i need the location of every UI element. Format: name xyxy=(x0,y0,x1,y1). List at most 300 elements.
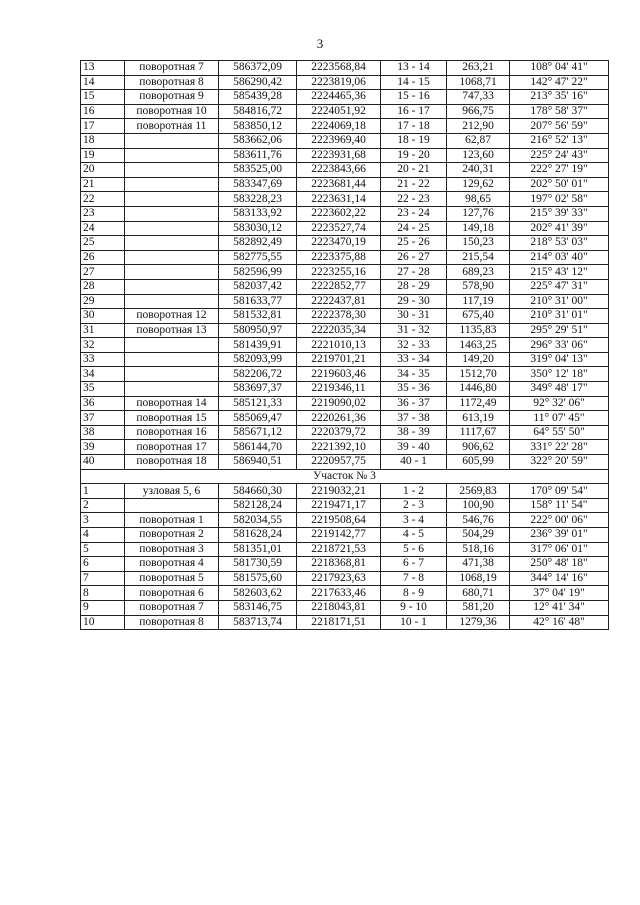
segment-length: 680,71 xyxy=(447,586,510,601)
coord-y: 2217633,46 xyxy=(297,586,381,601)
segment-length: 117,19 xyxy=(447,294,510,309)
segment-length: 149,18 xyxy=(447,221,510,236)
table-row xyxy=(81,571,609,586)
point-number: 36 xyxy=(81,396,125,411)
point-name: поворотная 14 xyxy=(125,396,219,411)
coord-x: 583347,69 xyxy=(219,177,297,192)
point-name xyxy=(125,206,219,221)
coord-y: 2223969,40 xyxy=(297,133,381,148)
table-row xyxy=(81,615,609,630)
segment-length: 747,33 xyxy=(447,90,510,105)
coord-x: 581532,81 xyxy=(219,309,297,324)
coord-y: 2223527,74 xyxy=(297,221,381,236)
coord-x: 584816,72 xyxy=(219,104,297,119)
page-number: 3 xyxy=(316,36,324,51)
point-number: 16 xyxy=(81,104,125,119)
point-number: 23 xyxy=(81,206,125,221)
table-row xyxy=(81,236,609,251)
point-number: 35 xyxy=(81,382,125,397)
coord-x: 583146,75 xyxy=(219,600,297,615)
point-number: 27 xyxy=(81,265,125,280)
coord-x: 583228,23 xyxy=(219,192,297,207)
segment: 38 - 39 xyxy=(381,425,447,440)
coord-y: 2219142,77 xyxy=(297,528,381,543)
point-number: 7 xyxy=(81,571,125,586)
coord-x: 583133,92 xyxy=(219,206,297,221)
point-number: 3 xyxy=(81,513,125,528)
segment: 2 - 3 xyxy=(381,498,447,513)
direction-angle: 210° 31' 00" xyxy=(510,294,609,309)
segment-length: 240,31 xyxy=(447,163,510,178)
coord-x: 583697,37 xyxy=(219,382,297,397)
table-row xyxy=(81,119,609,134)
segment: 34 - 35 xyxy=(381,367,447,382)
table-row xyxy=(81,177,609,192)
segment: 31 - 32 xyxy=(381,323,447,338)
segment: 32 - 33 xyxy=(381,338,447,353)
coord-y: 2217923,63 xyxy=(297,571,381,586)
table-row xyxy=(81,425,609,440)
segment: 33 - 34 xyxy=(381,352,447,367)
direction-angle: 350° 12' 18" xyxy=(510,367,609,382)
coord-x: 582037,42 xyxy=(219,279,297,294)
point-name: поворотная 6 xyxy=(125,586,219,601)
coord-y: 2220957,75 xyxy=(297,455,381,470)
segment: 15 - 16 xyxy=(381,90,447,105)
point-number: 8 xyxy=(81,586,125,601)
segment: 23 - 24 xyxy=(381,206,447,221)
direction-angle: 37° 04' 19" xyxy=(510,586,609,601)
coord-y: 2222852,77 xyxy=(297,279,381,294)
segment-length: 1117,67 xyxy=(447,425,510,440)
segment: 9 - 10 xyxy=(381,600,447,615)
coord-x: 582596,99 xyxy=(219,265,297,280)
coord-y: 2218721,53 xyxy=(297,542,381,557)
segment-length: 504,29 xyxy=(447,528,510,543)
coord-x: 586144,70 xyxy=(219,440,297,455)
segment-length: 581,20 xyxy=(447,600,510,615)
point-number: 30 xyxy=(81,309,125,324)
direction-angle: 344° 14' 16" xyxy=(510,571,609,586)
coordinates-table xyxy=(80,60,609,630)
point-number: 32 xyxy=(81,338,125,353)
point-name: поворотная 2 xyxy=(125,528,219,543)
segment: 37 - 38 xyxy=(381,411,447,426)
point-name: узловая 5, 6 xyxy=(125,484,219,499)
table-row xyxy=(81,498,609,513)
table-row xyxy=(81,250,609,265)
point-name: поворотная 16 xyxy=(125,425,219,440)
direction-angle: 319° 04' 13" xyxy=(510,352,609,367)
coord-y: 2221392,10 xyxy=(297,440,381,455)
table-row xyxy=(81,279,609,294)
point-name: поворотная 18 xyxy=(125,455,219,470)
segment: 26 - 27 xyxy=(381,250,447,265)
coord-x: 583850,12 xyxy=(219,119,297,134)
table-row xyxy=(81,323,609,338)
coord-x: 582775,55 xyxy=(219,250,297,265)
coord-x: 583662,06 xyxy=(219,133,297,148)
segment-length: 98,65 xyxy=(447,192,510,207)
segment: 25 - 26 xyxy=(381,236,447,251)
point-number: 29 xyxy=(81,294,125,309)
direction-angle: 202° 50' 01" xyxy=(510,177,609,192)
direction-angle: 142° 47' 22" xyxy=(510,75,609,90)
point-name: поворотная 4 xyxy=(125,557,219,572)
point-name xyxy=(125,192,219,207)
coord-x: 585439,28 xyxy=(219,90,297,105)
segment: 40 - 1 xyxy=(381,455,447,470)
point-name: поворотная 10 xyxy=(125,104,219,119)
table-row xyxy=(81,265,609,280)
table-row xyxy=(81,352,609,367)
segment-length: 613,19 xyxy=(447,411,510,426)
direction-angle: 207° 56' 59" xyxy=(510,119,609,134)
segment-length: 1068,19 xyxy=(447,571,510,586)
point-number: 33 xyxy=(81,352,125,367)
table-row xyxy=(81,513,609,528)
direction-angle: 170° 09' 54" xyxy=(510,484,609,499)
point-name: поворотная 3 xyxy=(125,542,219,557)
point-number: 19 xyxy=(81,148,125,163)
segment-length: 149,20 xyxy=(447,352,510,367)
direction-angle: 215° 43' 12" xyxy=(510,265,609,280)
direction-angle: 222° 27' 19" xyxy=(510,163,609,178)
direction-angle: 210° 31' 01" xyxy=(510,309,609,324)
point-name: поворотная 7 xyxy=(125,61,219,76)
table-row xyxy=(81,367,609,382)
coord-x: 583611,76 xyxy=(219,148,297,163)
point-number: 20 xyxy=(81,163,125,178)
coord-x: 585121,33 xyxy=(219,396,297,411)
coord-y: 2218043,81 xyxy=(297,600,381,615)
point-name xyxy=(125,498,219,513)
segment-length: 689,23 xyxy=(447,265,510,280)
direction-angle: 11° 07' 45" xyxy=(510,411,609,426)
point-number: 21 xyxy=(81,177,125,192)
segment-length: 129,62 xyxy=(447,177,510,192)
table-row xyxy=(81,294,609,309)
segment-length: 2569,83 xyxy=(447,484,510,499)
direction-angle: 317° 06' 01" xyxy=(510,542,609,557)
table-row xyxy=(81,440,609,455)
segment: 14 - 15 xyxy=(381,75,447,90)
coord-x: 584660,30 xyxy=(219,484,297,499)
coord-y: 2222437,81 xyxy=(297,294,381,309)
coord-x: 586372,09 xyxy=(219,61,297,76)
point-number: 5 xyxy=(81,542,125,557)
direction-angle: 108° 04' 41" xyxy=(510,61,609,76)
segment-length: 127,76 xyxy=(447,206,510,221)
point-name xyxy=(125,133,219,148)
point-name xyxy=(125,367,219,382)
coord-x: 582206,72 xyxy=(219,367,297,382)
point-name: поворотная 13 xyxy=(125,323,219,338)
segment-length: 215,54 xyxy=(447,250,510,265)
segment: 7 - 8 xyxy=(381,571,447,586)
coord-y: 2219032,21 xyxy=(297,484,381,499)
coord-y: 2223819,06 xyxy=(297,75,381,90)
segment: 19 - 20 xyxy=(381,148,447,163)
segment-length: 578,90 xyxy=(447,279,510,294)
coord-x: 581575,60 xyxy=(219,571,297,586)
segment-length: 100,90 xyxy=(447,498,510,513)
direction-angle: 213° 35' 16" xyxy=(510,90,609,105)
segment: 17 - 18 xyxy=(381,119,447,134)
direction-angle: 214° 03' 40" xyxy=(510,250,609,265)
point-number: 25 xyxy=(81,236,125,251)
point-number: 1 xyxy=(81,484,125,499)
direction-angle: 218° 53' 03" xyxy=(510,236,609,251)
table-row xyxy=(81,600,609,615)
section-header-row xyxy=(81,469,609,484)
point-name xyxy=(125,221,219,236)
coord-y: 2223255,16 xyxy=(297,265,381,280)
direction-angle: 225° 24' 43" xyxy=(510,148,609,163)
table-row xyxy=(81,192,609,207)
segment-length: 1068,71 xyxy=(447,75,510,90)
segment-length: 212,90 xyxy=(447,119,510,134)
point-name xyxy=(125,265,219,280)
point-name xyxy=(125,177,219,192)
point-number: 10 xyxy=(81,615,125,630)
segment-length: 546,76 xyxy=(447,513,510,528)
point-number: 6 xyxy=(81,557,125,572)
segment-length: 123,60 xyxy=(447,148,510,163)
table-section-before xyxy=(81,61,609,470)
table-row xyxy=(81,382,609,397)
point-name xyxy=(125,382,219,397)
segment: 20 - 21 xyxy=(381,163,447,178)
direction-angle: 197° 02' 58" xyxy=(510,192,609,207)
direction-angle: 236° 39' 01" xyxy=(510,528,609,543)
table-row xyxy=(81,133,609,148)
point-number: 13 xyxy=(81,61,125,76)
segment-length: 906,62 xyxy=(447,440,510,455)
segment-length: 966,75 xyxy=(447,104,510,119)
coord-x: 582034,55 xyxy=(219,513,297,528)
table-section-header xyxy=(81,469,609,484)
table-row xyxy=(81,586,609,601)
coord-y: 2220379,72 xyxy=(297,425,381,440)
segment-length: 150,23 xyxy=(447,236,510,251)
coord-x: 583713,74 xyxy=(219,615,297,630)
segment: 18 - 19 xyxy=(381,133,447,148)
point-number: 18 xyxy=(81,133,125,148)
coord-x: 583030,12 xyxy=(219,221,297,236)
table-row xyxy=(81,148,609,163)
coord-y: 2219603,46 xyxy=(297,367,381,382)
point-name: поворотная 11 xyxy=(125,119,219,134)
point-number: 34 xyxy=(81,367,125,382)
segment: 4 - 5 xyxy=(381,528,447,543)
point-name: поворотная 1 xyxy=(125,513,219,528)
direction-angle: 250° 48' 18" xyxy=(510,557,609,572)
segment: 30 - 31 xyxy=(381,309,447,324)
direction-angle: 12° 41' 34" xyxy=(510,600,609,615)
coord-x: 585671,12 xyxy=(219,425,297,440)
direction-angle: 349° 48' 17" xyxy=(510,382,609,397)
coord-x: 580950,97 xyxy=(219,323,297,338)
direction-angle: 225° 47' 31" xyxy=(510,279,609,294)
segment-length: 263,21 xyxy=(447,61,510,76)
coord-x: 582093,99 xyxy=(219,352,297,367)
table-row xyxy=(81,542,609,557)
point-name xyxy=(125,338,219,353)
section-title: Участок № 3 xyxy=(81,469,609,484)
table-row xyxy=(81,90,609,105)
table-row xyxy=(81,396,609,411)
point-name: поворотная 7 xyxy=(125,600,219,615)
coord-x: 581351,01 xyxy=(219,542,297,557)
table-row xyxy=(81,338,609,353)
coord-x: 582603,62 xyxy=(219,586,297,601)
segment: 1 - 2 xyxy=(381,484,447,499)
direction-angle: 42° 16' 48" xyxy=(510,615,609,630)
coord-y: 2223375,88 xyxy=(297,250,381,265)
coord-x: 583525,00 xyxy=(219,163,297,178)
coord-y: 2219508,64 xyxy=(297,513,381,528)
coord-y: 2223470,19 xyxy=(297,236,381,251)
coord-x: 585069,47 xyxy=(219,411,297,426)
point-number: 40 xyxy=(81,455,125,470)
table-row xyxy=(81,163,609,178)
segment: 8 - 9 xyxy=(381,586,447,601)
coord-y: 2223681,44 xyxy=(297,177,381,192)
point-number: 2 xyxy=(81,498,125,513)
direction-angle: 64° 55' 50" xyxy=(510,425,609,440)
coord-x: 581633,77 xyxy=(219,294,297,309)
point-number: 15 xyxy=(81,90,125,105)
coord-y: 2224051,92 xyxy=(297,104,381,119)
coord-y: 2219701,21 xyxy=(297,352,381,367)
table-row xyxy=(81,528,609,543)
segment: 27 - 28 xyxy=(381,265,447,280)
point-number: 22 xyxy=(81,192,125,207)
direction-angle: 216° 52' 13" xyxy=(510,133,609,148)
coord-y: 2219471,17 xyxy=(297,498,381,513)
point-number: 39 xyxy=(81,440,125,455)
table-row xyxy=(81,309,609,324)
point-number: 4 xyxy=(81,528,125,543)
coord-y: 2223843,66 xyxy=(297,163,381,178)
coord-y: 2218171,51 xyxy=(297,615,381,630)
direction-angle: 296° 33' 06" xyxy=(510,338,609,353)
segment: 3 - 4 xyxy=(381,513,447,528)
segment-length: 471,38 xyxy=(447,557,510,572)
coord-y: 2219346,11 xyxy=(297,382,381,397)
table-row xyxy=(81,61,609,76)
segment-length: 1279,36 xyxy=(447,615,510,630)
coord-y: 2223602,22 xyxy=(297,206,381,221)
point-name: поворотная 9 xyxy=(125,90,219,105)
coord-y: 2222378,30 xyxy=(297,309,381,324)
coord-y: 2223931,68 xyxy=(297,148,381,163)
direction-angle: 295° 29' 51" xyxy=(510,323,609,338)
point-name xyxy=(125,279,219,294)
direction-angle: 222° 00' 06" xyxy=(510,513,609,528)
direction-angle: 331° 22' 28" xyxy=(510,440,609,455)
coord-x: 581730,59 xyxy=(219,557,297,572)
segment-length: 1512,70 xyxy=(447,367,510,382)
coord-x: 581628,24 xyxy=(219,528,297,543)
point-name xyxy=(125,250,219,265)
point-number: 24 xyxy=(81,221,125,236)
direction-angle: 158° 11' 54" xyxy=(510,498,609,513)
table-row xyxy=(81,221,609,236)
point-number: 38 xyxy=(81,425,125,440)
segment-length: 1446,80 xyxy=(447,382,510,397)
coord-y: 2220261,36 xyxy=(297,411,381,426)
coord-x: 582892,49 xyxy=(219,236,297,251)
point-number: 28 xyxy=(81,279,125,294)
segment: 24 - 25 xyxy=(381,221,447,236)
segment: 6 - 7 xyxy=(381,557,447,572)
segment-length: 605,99 xyxy=(447,455,510,470)
segment-length: 1135,83 xyxy=(447,323,510,338)
point-name: поворотная 5 xyxy=(125,571,219,586)
segment-length: 1463,25 xyxy=(447,338,510,353)
point-number: 26 xyxy=(81,250,125,265)
direction-angle: 178° 58' 37" xyxy=(510,104,609,119)
table-row xyxy=(81,484,609,499)
table-row xyxy=(81,411,609,426)
table-row xyxy=(81,206,609,221)
coord-y: 2218368,81 xyxy=(297,557,381,572)
table-row xyxy=(81,455,609,470)
point-name xyxy=(125,294,219,309)
segment: 13 - 14 xyxy=(381,61,447,76)
direction-angle: 202° 41' 39" xyxy=(510,221,609,236)
point-name: поворотная 17 xyxy=(125,440,219,455)
direction-angle: 92° 32' 06" xyxy=(510,396,609,411)
segment: 29 - 30 xyxy=(381,294,447,309)
segment: 22 - 23 xyxy=(381,192,447,207)
coord-x: 581439,91 xyxy=(219,338,297,353)
point-name xyxy=(125,163,219,178)
segment: 10 - 1 xyxy=(381,615,447,630)
coord-y: 2224069,18 xyxy=(297,119,381,134)
segment: 28 - 29 xyxy=(381,279,447,294)
segment: 35 - 36 xyxy=(381,382,447,397)
point-number: 14 xyxy=(81,75,125,90)
segment: 21 - 22 xyxy=(381,177,447,192)
coord-x: 586290,42 xyxy=(219,75,297,90)
point-name: поворотная 15 xyxy=(125,411,219,426)
coord-x: 582128,24 xyxy=(219,498,297,513)
coord-x: 586940,51 xyxy=(219,455,297,470)
table-row xyxy=(81,104,609,119)
segment: 36 - 37 xyxy=(381,396,447,411)
direction-angle: 215° 39' 33" xyxy=(510,206,609,221)
direction-angle: 322° 20' 59" xyxy=(510,455,609,470)
point-name xyxy=(125,352,219,367)
segment-length: 1172,49 xyxy=(447,396,510,411)
point-name xyxy=(125,148,219,163)
segment: 5 - 6 xyxy=(381,542,447,557)
table-row xyxy=(81,75,609,90)
point-name: поворотная 8 xyxy=(125,75,219,90)
table-section-after xyxy=(81,484,609,630)
point-name: поворотная 12 xyxy=(125,309,219,324)
coord-y: 2219090,02 xyxy=(297,396,381,411)
point-number: 9 xyxy=(81,600,125,615)
coord-y: 2221010,13 xyxy=(297,338,381,353)
point-name xyxy=(125,236,219,251)
segment: 16 - 17 xyxy=(381,104,447,119)
table-row xyxy=(81,557,609,572)
segment: 39 - 40 xyxy=(381,440,447,455)
